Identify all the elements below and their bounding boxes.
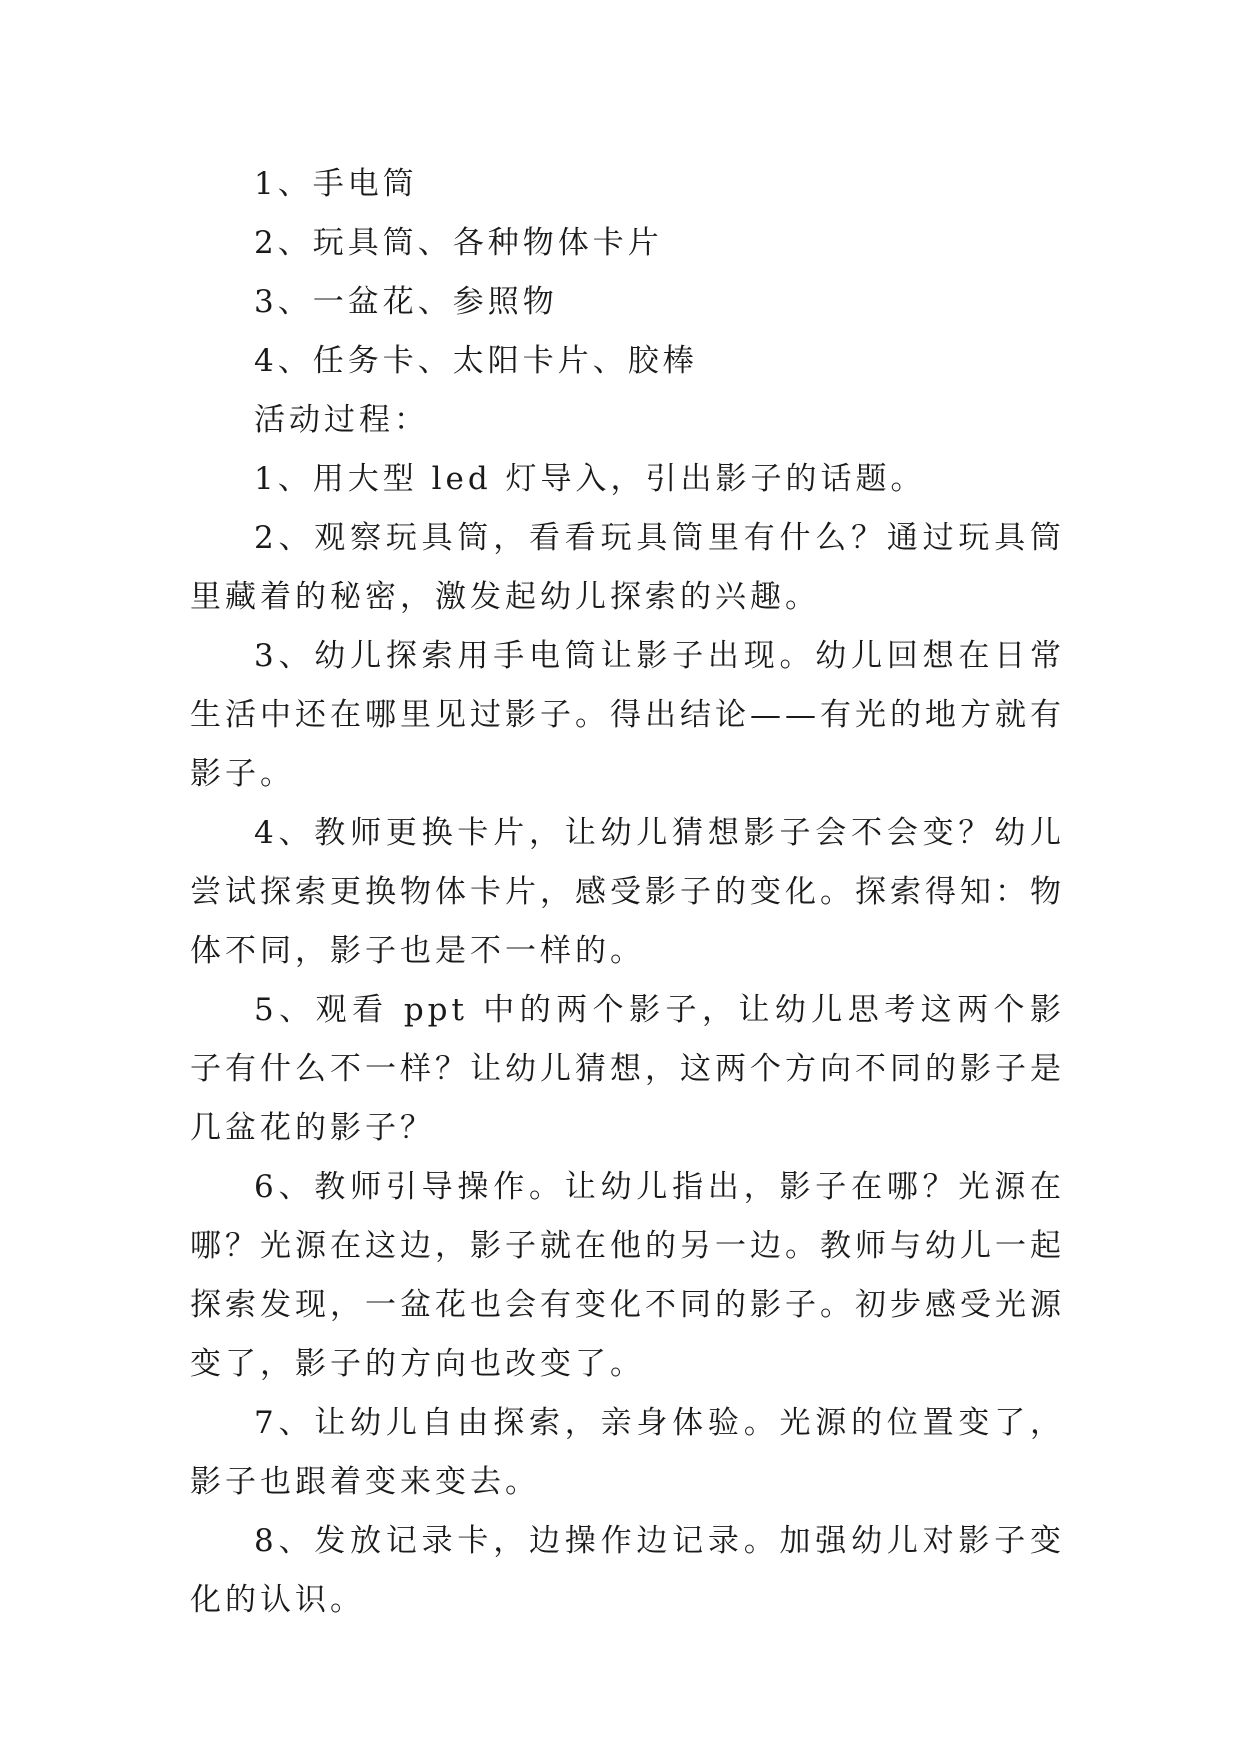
material-item-1: 1、手电筒 [254, 166, 418, 202]
process-step-4: 4、教师更换卡片，让幼儿猜想影子会不会变？幼儿尝试探索更换物体卡片，感受影子的变化。探索得知：物体不同，影子也是不一样的。 [190, 815, 1065, 969]
process-step-2: 2、观察玩具筒，看看玩具筒里有什么？通过玩具筒里藏着的秘密，激发起幼儿探索的兴趣。 [190, 520, 1065, 615]
material-item-4: 4、任务卡、太阳卡片、胶棒 [254, 343, 698, 379]
process-step-8: 8、发放记录卡，边操作边记录。加强幼儿对影子变化的认识。 [190, 1523, 1065, 1618]
process-step-5: 5、观看 ppt 中的两个影子，让幼儿思考这两个影子有什么不一样？让幼儿猜想，这两个方向不同的影子是几盆花的影子？ [190, 992, 1065, 1146]
process-step-7: 7、让幼儿自由探索，亲身体验。光源的位置变了，影子也跟着变来变去。 [190, 1405, 1065, 1500]
section-heading-activity-process: 活动过程： [254, 402, 429, 438]
process-step-1: 1、用大型 led 灯导入，引出影子的话题。 [254, 461, 926, 497]
document-body [190, 155, 1065, 1630]
process-step-3: 3、幼儿探索用手电筒让影子出现。幼儿回想在日常生活中还在哪里见过影子。得出结论——有光的地方就有影子。 [190, 638, 1065, 792]
material-item-2: 2、玩具筒、各种物体卡片 [254, 225, 663, 261]
process-step-6: 6、教师引导操作。让幼儿指出，影子在哪？光源在哪？光源在这边，影子就在他的另一边。教师与幼儿一起探索发现，一盆花也会有变化不同的影子。初步感受光源变了，影子的方向也改变了。 [190, 1169, 1065, 1382]
material-item-3: 3、一盆花、参照物 [254, 284, 558, 320]
